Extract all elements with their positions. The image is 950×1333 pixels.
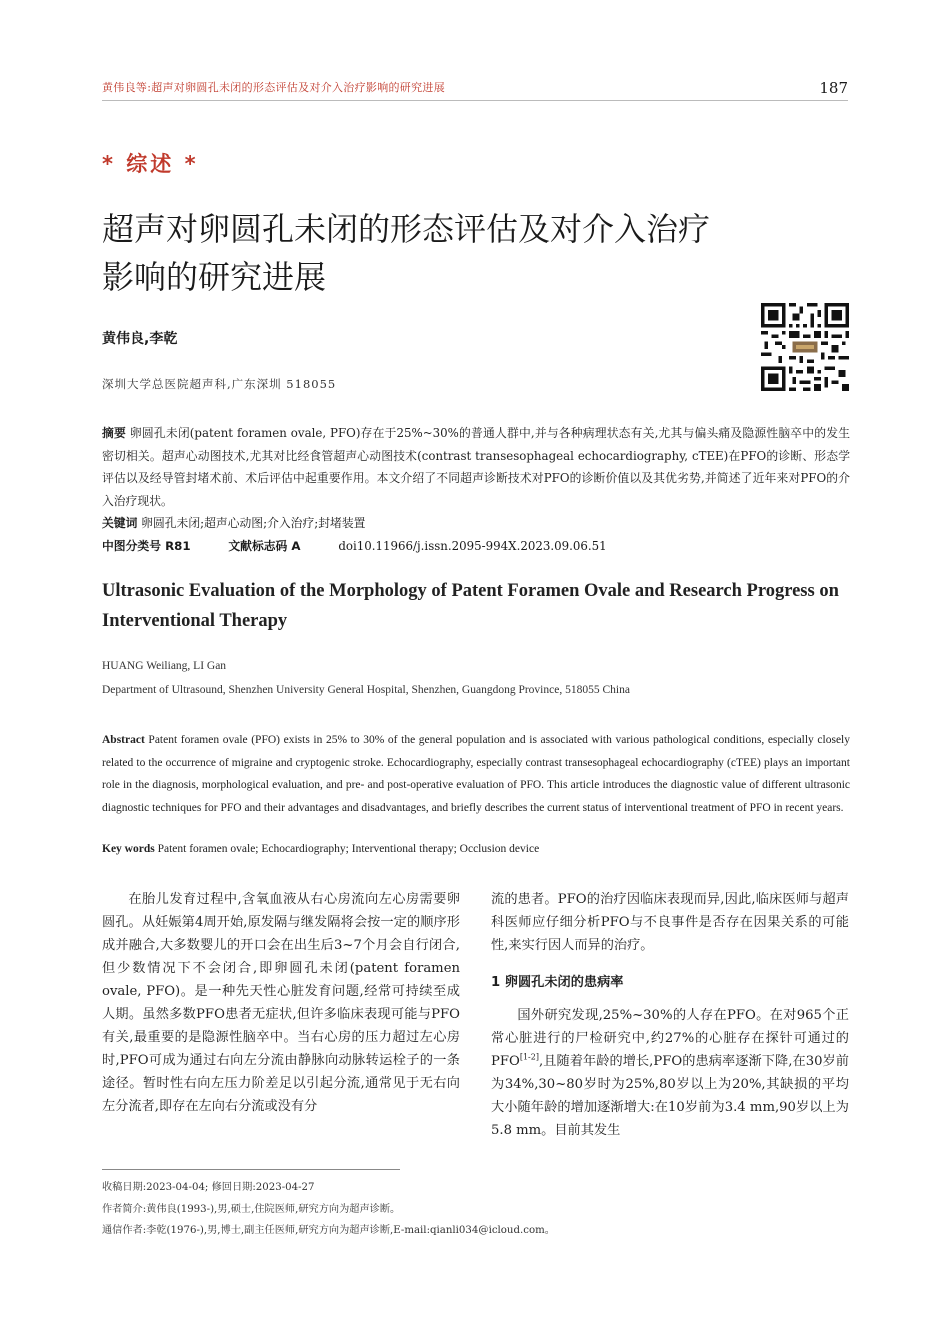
body-text: ,且随着年龄的增长,PFO的患病率逐渐下降,在30岁前为34%,30~80岁时为25%,80岁以上为20%,其缺损的平均大小随年龄的增加逐渐增大:在10岁前为3.4 mm,90岁以上为5.8 mm。目前其发生	[491, 1054, 849, 1138]
footnote-corresponding: 通信作者:李乾(1976-),男,博士,副主任医师,研究方向为超声诊断,E-mail:qianli034@icloud.com。	[102, 1225, 555, 1236]
body-column-left	[102, 888, 460, 1118]
article-title-en: Ultrasonic Evaluation of the Morphology of Patent Foramen Ovale and Research Progress on Interventional Therapy	[102, 581, 839, 631]
authors-en: HUANG Weiliang, LI Gan	[102, 660, 227, 672]
header-divider	[102, 100, 848, 101]
article-title-cn	[102, 205, 832, 301]
footnote-divider	[102, 1169, 400, 1170]
keywords-cn-text: 卵圆孔未闭;超声心动图;介入治疗;封堵装置	[141, 516, 366, 530]
abstract-en-text: Patent foramen ovale (PFO) exists in 25% to 30% of the general population and is associated with various pathological conditions, especially closely related to the occurrence of migraine and cryptogenic stroke. Echocardiography, especially contrast transesophageal echocardiography (cTEE) plays an important role in the diagnosis, morphological evaluation, and pre- and post-operative evaluation of PFO. This article introduces the diagnostic value of different ultrasonic diagnostic techniques for PFO and their advantages and disadvantages, and briefly describes the current status of interventional treatment of PFO in recent years.	[102, 734, 851, 814]
body-text: 国外研究发现,25%~30%的人存在PFO。在对965个正常心脏进行的尸检研究中,约27%的心脏存在探针可通过的PFO	[491, 1008, 849, 1069]
affiliation-en: Department of Ultrasound, Shenzhen University General Hospital, Shenzhen, Guangdong Province, 518055 China	[102, 684, 630, 696]
qr-code-icon[interactable]	[761, 303, 849, 391]
footnote-dates: 收稿日期:2023-04-04; 修回日期:2023-04-27	[102, 1182, 315, 1193]
authors-cn: 黄伟良,李乾	[102, 331, 178, 347]
keywords-cn	[102, 513, 365, 533]
running-title: 黄伟良等:超声对卵圆孔未闭的形态评估及对介入治疗影响的研究进展	[102, 81, 446, 94]
doi: doi10.11966/j.issn.2095-994X.2023.09.06.51	[338, 539, 607, 553]
abstract-cn	[102, 422, 850, 512]
keywords-en-label: Key words	[102, 843, 155, 855]
abstract-cn-label: 摘要	[102, 426, 126, 440]
title-cn-line-1: 超声对卵圆孔未闭的形态评估及对介入治疗	[102, 210, 711, 248]
section-heading: 1 卵圆孔未闭的患病率	[491, 975, 624, 990]
body-column-right	[491, 888, 849, 1142]
keywords-en	[102, 843, 539, 855]
clc-number: 中图分类号 R81	[102, 539, 191, 553]
page-number: 187	[819, 79, 848, 97]
footnotes	[102, 1177, 850, 1242]
section-tag: * 综述 *	[102, 152, 199, 176]
body-paragraph	[491, 1004, 849, 1142]
title-cn-line-2: 影响的研究进展	[102, 258, 327, 296]
body-paragraph: 流的患者。PFO的治疗因临床表现而异,因此,临床医师与超声科医师应仔细分析PFO与不良事件是否存在因果关系的可能性,来实行因人而异的治疗。	[491, 892, 849, 953]
abstract-cn-text: 卵圆孔未闭(patent foramen ovale, PFO)存在于25%~30%的普通人群中,并与各种病理状态有关,尤其与偏头痛及隐源性脑卒中的发生密切相关。超声心动图技术,尤其对比经食管超声心动图技术(contrast transesophageal echocardiography, cTEE)在PFO的诊断、形态学评估以及经导管封堵术前、术后评估中起重要作用。本文介绍了不同超声诊断技术对PFO的诊断价值以及其优劣势,并简述了近年来对PFO的介入治疗现状。	[102, 426, 851, 508]
affiliation-cn: 深圳大学总医院超声科,广东深圳 518055	[102, 377, 337, 391]
footnote-author-bio: 作者简介:黄伟良(1993-),男,硕士,住院医师,研究方向为超声诊断。	[102, 1203, 401, 1215]
abstract-en	[102, 729, 850, 819]
document-code: 文献标志码 A	[228, 539, 301, 553]
keywords-en-text: Patent foramen ovale; Echocardiography; Interventional therapy; Occlusion device	[157, 843, 540, 855]
body-paragraph: 在胎儿发育过程中,含氧血液从右心房流向左心房需要卵圆孔。从妊娠第4周开始,原发隔与继发隔将会按一定的顺序形成并融合,大多数婴儿的开口会在出生后3~7个月会自行闭合,但少数情况下不会闭合,即卵圆孔未闭(patent foramen ovale, PFO)。是一种先天性心脏发育问题,经常可持续至成人期。虽然多数PFO患者无症状,但许多临床表现可能与PFO有关,最重要的是隐源性脑卒中。当右心房的压力超过左心房时,PFO可成为通过右向左分流由静脉向动脉转运栓子的一条途径。暂时性右向左压力阶差足以引起分流,通常见于无右向左分流者,即存在左向右分流或没有分	[102, 892, 460, 1114]
abstract-en-label: Abstract	[102, 734, 145, 746]
citation-ref[interactable]: [1-2]	[519, 1052, 539, 1062]
keywords-cn-label: 关键词	[102, 516, 138, 530]
classification-row	[102, 536, 641, 556]
